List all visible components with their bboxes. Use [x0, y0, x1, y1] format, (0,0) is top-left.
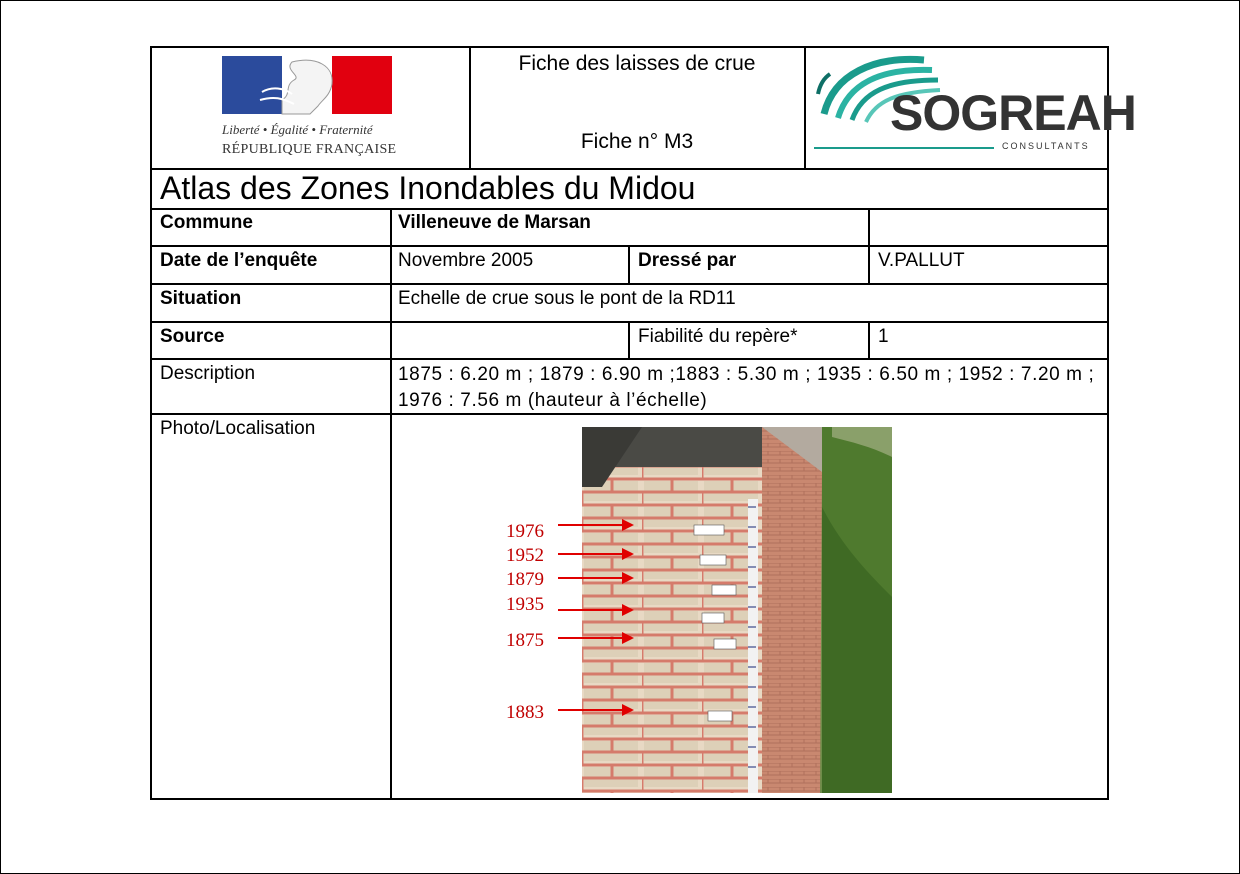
arrowhead-1976-icon	[622, 519, 634, 531]
flood-mark-1879: 1879	[506, 569, 544, 590]
date-label: Date de l’enquête	[160, 250, 318, 271]
marianne-motto: Liberté • Égalité • Fraternité	[222, 122, 373, 137]
arrow-1952	[558, 553, 624, 555]
flood-mark-1935: 1935	[506, 594, 544, 615]
arrowhead-1952-icon	[622, 548, 634, 560]
arrow-1875	[558, 637, 624, 639]
marianne-country: RÉPUBLIQUE FRANÇAISE	[222, 142, 397, 157]
sogreah-name: SOGREAH	[890, 85, 1136, 141]
sogreah-logo	[806, 48, 1136, 168]
arrowhead-1879-icon	[622, 572, 634, 584]
sheet-number: Fiche n° M3	[580, 130, 694, 153]
arrowhead-1883-icon	[622, 704, 634, 716]
situation-value: Echelle de crue sous le pont de la RD11	[398, 288, 736, 309]
flood-mark-1883: 1883	[506, 702, 544, 723]
source-label: Source	[160, 326, 225, 347]
flood-record-sheet	[150, 46, 1136, 800]
arrow-1935	[558, 609, 624, 611]
commune-value: Villeneuve de Marsan	[398, 212, 591, 233]
situation-label: Situation	[160, 288, 242, 309]
sogreah-tagline: CONSULTANTS	[1002, 141, 1090, 151]
arrowhead-1875-icon	[622, 632, 634, 644]
arrow-1976	[558, 524, 624, 526]
photo-label: Photo/Localisation	[160, 418, 316, 439]
reliability-value: 1	[878, 326, 889, 347]
author-value: V.PALLUT	[878, 250, 965, 271]
atlas-title-row	[152, 170, 1107, 208]
arrow-1879	[558, 577, 624, 579]
reliability-label: Fiabilité du repère*	[638, 326, 798, 347]
description-label: Description	[160, 363, 256, 384]
marianne-logo	[152, 48, 470, 168]
description-value: 1875 : 6.20 m ; 1879 : 6.90 m ;1883 : 5.30 m ; 1935 : 6.50 m ; 1952 : 7.20 m ; 1976 : 7.56 m (hauteur à l’échelle)	[398, 364, 1095, 411]
author-label: Dressé par	[638, 250, 737, 271]
flood-mark-1952: 1952	[506, 545, 544, 566]
date-value: Novembre 2005	[398, 250, 534, 271]
arrowhead-1935-icon	[622, 604, 634, 616]
marianne-flag-icon	[222, 56, 402, 118]
flood-mark-1976: 1976	[506, 521, 544, 542]
commune-label: Commune	[160, 212, 253, 233]
atlas-title: Atlas des Zones Inondables du Midou	[160, 170, 696, 206]
flood-mark-1875: 1875	[506, 630, 544, 651]
sheet-title: Fiche des laisses de crue	[518, 52, 756, 75]
arrow-1883	[558, 709, 624, 711]
sheet-heading	[470, 48, 804, 168]
